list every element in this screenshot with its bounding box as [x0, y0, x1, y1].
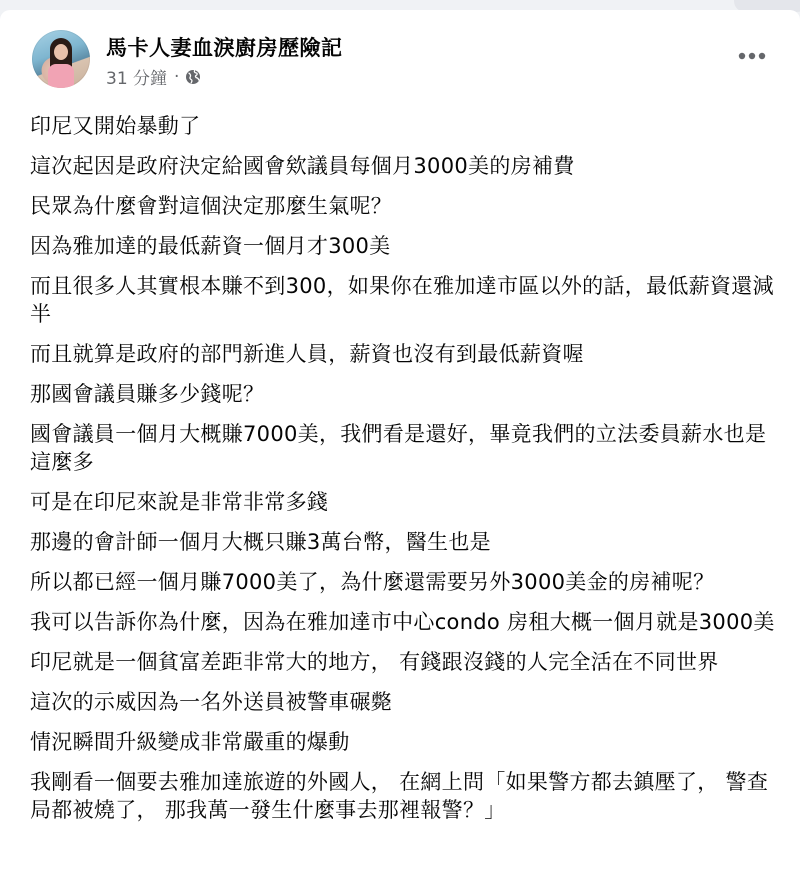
post-paragraph: 情況瞬間升級變成非常嚴重的爆動 [30, 730, 350, 754]
post-paragraph: 我剛看一個要去雅加達旅遊的外國人， 在網上問「如果警方都去鎮壓了， 警查局都被燒了， 那我萬一發生什麼事去那裡報警？」 [30, 770, 769, 822]
post-paragraph: 民眾為什麼會對這個決定那麼生氣呢？ [30, 194, 393, 218]
post-paragraph: 可是在印尼來說是非常非常多錢 [30, 490, 329, 514]
post-paragraph: 因為雅加達的最低薪資一個月才300美 [30, 234, 391, 258]
post-body [30, 112, 785, 836]
post-paragraph: 國會議員一個月大概賺7000美，我們看是還好，畢竟我們的立法委員薪水也是這麼多 [30, 422, 767, 474]
post-header [32, 30, 772, 90]
post-paragraph: 而且很多人其實根本賺不到300，如果你在雅加達市區以外的話，最低薪資還減半 [30, 274, 774, 326]
post-paragraph: 那邊的會計師一個月大概只賺3萬台幣，醫生也是 [30, 530, 491, 554]
post-paragraph: 我可以告訴你為什麼，因為在雅加達市中心condo 房租大概一個月就是3000美 [30, 610, 775, 634]
meta-separator: · [174, 66, 180, 87]
more-horizontal-icon [738, 52, 766, 60]
avatar-face [54, 44, 68, 60]
avatar-dress [48, 64, 74, 88]
post-paragraph: 而且就算是政府的部門新進人員，薪資也沒有到最低薪資喔 [30, 342, 584, 366]
author-name[interactable]: 馬卡人妻血淚廚房歷險記 [106, 36, 343, 60]
post-paragraph: 這次起因是政府決定給國會欸議員每個月3000美的房補費 [30, 154, 575, 178]
more-options-button[interactable] [734, 38, 770, 74]
post-paragraph: 所以都已經一個月賺7000美了，為什麼還需要另外3000美金的房補呢？ [30, 570, 715, 594]
post-paragraph: 印尼就是一個貧富差距非常大的地方， 有錢跟沒錢的人完全活在不同世界 [30, 650, 719, 674]
post-meta [106, 64, 201, 89]
globe-icon[interactable] [185, 69, 201, 85]
post-paragraph: 那國會議員賺多少錢呢？ [30, 382, 265, 406]
post-paragraph: 印尼又開始暴動了 [30, 114, 201, 138]
post-paragraph: 這次的示威因為一名外送員被警車碾斃 [30, 690, 393, 714]
avatar[interactable] [32, 30, 90, 88]
post-time[interactable]: 31 分鐘 [106, 69, 168, 89]
post-card [0, 10, 800, 890]
